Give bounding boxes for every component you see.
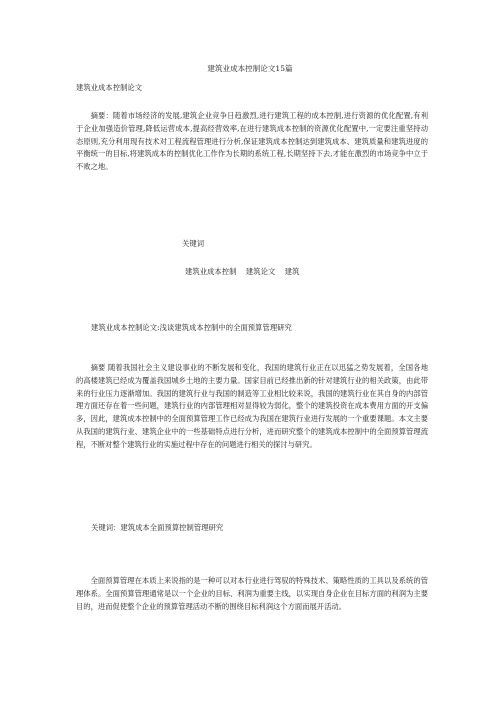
section-heading: 建筑业成本控制论文 — [76, 83, 143, 92]
article-2-title: 建筑业成本控制论文:浅谈建筑成本控制中的全面预算管理研究 — [91, 323, 292, 332]
abstract-paragraph-2: 摘要 随着我国社会主义建设事业的不断发展和变化，我国的建筑行业正在以迅猛之势发展着，全国各地的高楼建筑已经成为覆盖我国城乡土地的主要力量。国家目前已经推出新的针对建筑行业的相关政策，由此带来的行业压力逐渐增加。我国的建筑行业与我国的制造等工业相比较来说，我国的建筑行业在其自身的内部管理方面还存在着一些问题，建筑行业的内部管理相对显得较为弱化，整个的建筑投资在成本费用方面的开支偏多，因此，建筑成本控制中的全面预算管理工作已经成为我国在建筑行业进行发展的一个重要课题。本文主要从我国的建筑行业、建筑企业中的一些基础特点进行分析，进而研究整个的建筑成本控制中的全面预算管理流程，不断对整个建筑行业的实施过程中存在的问题进行相关的探讨与研究。 — [76, 363, 428, 449]
keywords-list-2: 关键词：建筑成本全面预算控制管理研究 — [91, 523, 224, 532]
document-title: 建筑业成本控制论文15篇 — [207, 64, 293, 73]
keywords-list-1: 建筑业成本控制 建筑论文 建筑 — [185, 267, 300, 276]
body-paragraph: 全面预算管理在本质上来说指的是一种可以对本行业进行驾驭的特殊技术、策略性质的工具以及系统的管理体系。全面预算管理通常是以一个企业的目标、利润为重要主线，以实现自身企业在目标方面的利润为主要目的，进而促使整个企业的预算管理活动不断的围绕目标利润这个方面而展开活动。 — [76, 576, 428, 611]
keywords-label: 关键词 — [182, 239, 205, 248]
abstract-paragraph-1: 摘要：随着市场经济的发展,建筑企业竞争日趋激烈,进行建筑工程的成本控制,进行资源的优化配置,有利于企业加强造价管理,降低运营成本,提高经营效率,在进行建筑成本控制的资源优化配置中,一定要注重坚持动态原则,充分利用现有技术对工程流程管理进行分析,保证建筑成本控制达到建筑成本、建筑质量和建筑进度的平衡统一的目标,将建筑成本的控制优化工作作为长期的系统工程,长期坚持下去,才能在激烈的市场竞争中立于不败之地。 — [76, 111, 428, 172]
